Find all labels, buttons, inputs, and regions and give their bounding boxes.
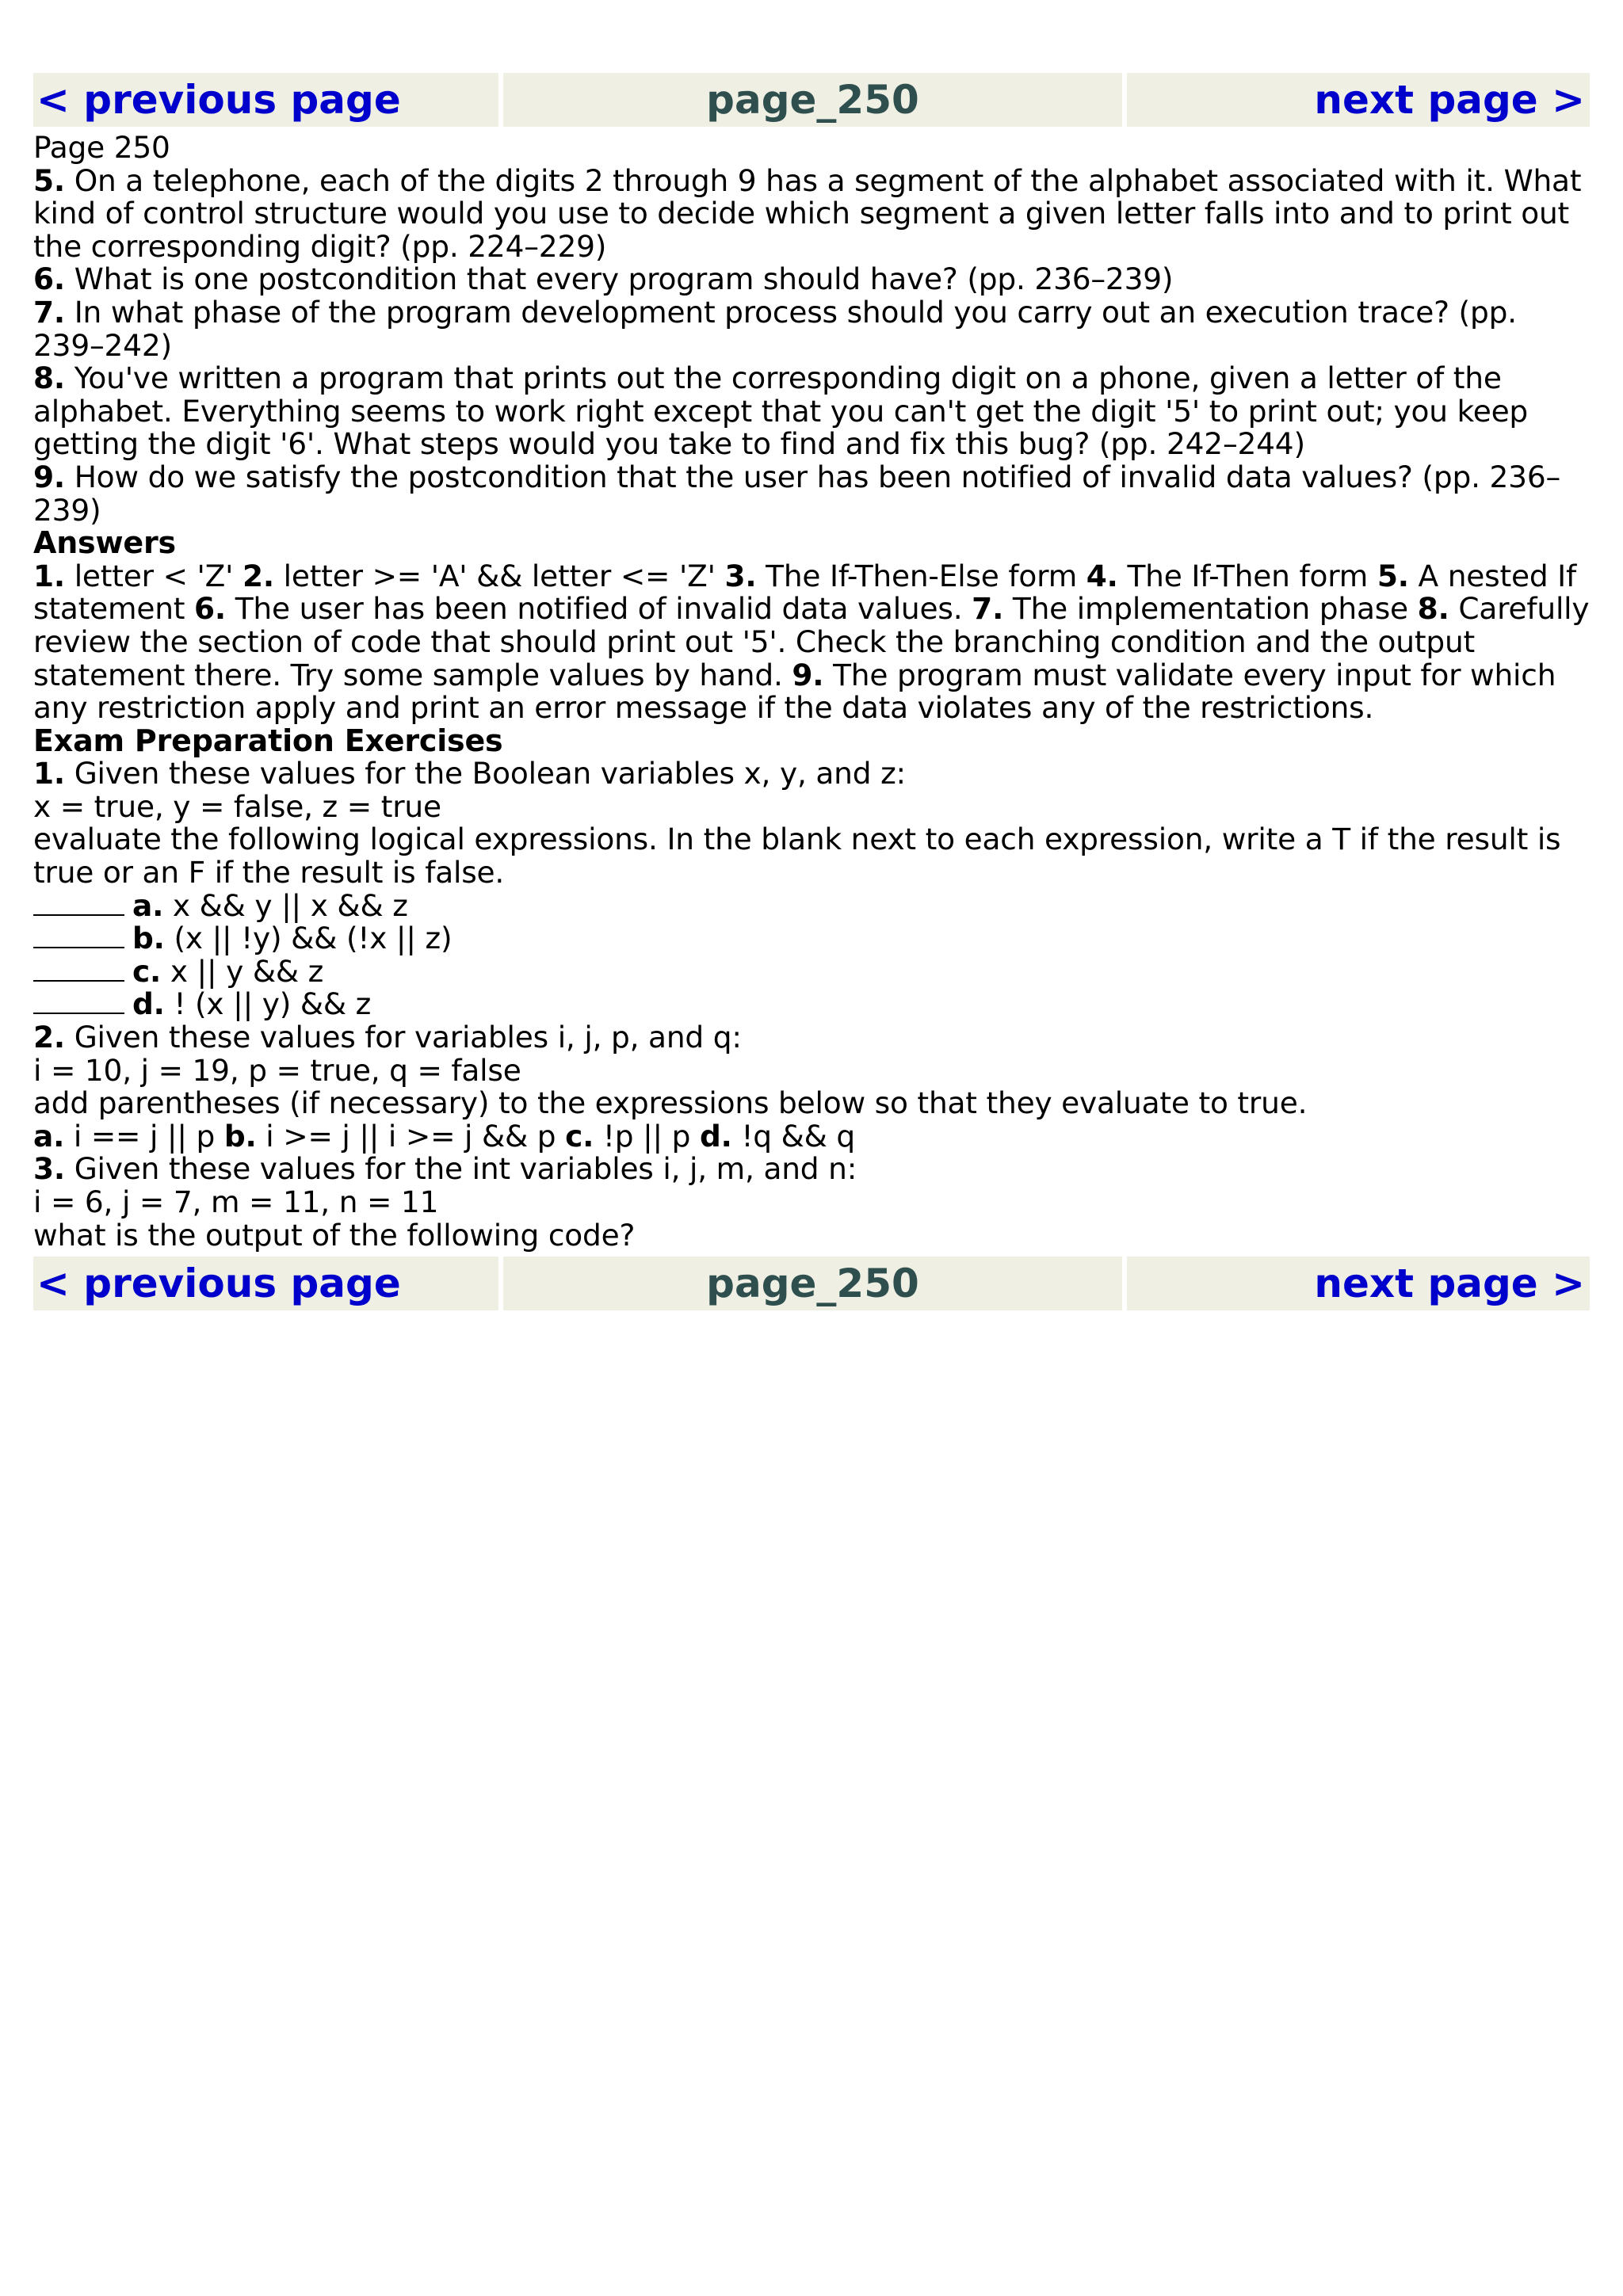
top-page-number: page_250 bbox=[503, 73, 1123, 127]
exercise-2-intro bbox=[33, 1021, 1590, 1055]
exercise-text: Given these values for the Boolean variables x, y, and z: bbox=[74, 756, 906, 791]
answer-number: 3. bbox=[724, 558, 757, 593]
exercise-1-item-b bbox=[33, 922, 1590, 955]
answer-text: The program must validate every input for which any restriction apply and print an error message if the data violates any of the restrictions. bbox=[33, 657, 1556, 726]
item-expression: !q && q bbox=[741, 1118, 856, 1154]
question-text: How do we satisfy the postcondition that the user has been notified of invalid data values? (pp. 236–239) bbox=[33, 459, 1561, 528]
bottom-next-cell bbox=[1127, 1257, 1590, 1310]
question-5 bbox=[33, 162, 1590, 264]
question-number: 6. bbox=[33, 261, 65, 297]
answer-number: 1. bbox=[33, 558, 65, 593]
item-label: d. bbox=[132, 986, 165, 1022]
top-next-cell bbox=[1127, 73, 1590, 127]
answer-text: A nested If statement bbox=[33, 558, 1577, 627]
answer-number: 7. bbox=[972, 591, 1004, 627]
item-label: a. bbox=[132, 887, 164, 923]
bottom-page-nav bbox=[33, 1257, 1590, 1310]
bottom-page-number: page_250 bbox=[503, 1257, 1123, 1310]
item-label: b. bbox=[223, 1118, 257, 1154]
exercise-2-instruction: add parentheses (if necessary) to the expressions below so that they evaluate to true. bbox=[33, 1085, 1308, 1121]
question-text: In what phase of the program development process should you carry out an execution trace? (pp. 239–242) bbox=[33, 294, 1517, 363]
item-label: a. bbox=[33, 1118, 65, 1154]
bottom-previous-page-link[interactable]: < previous page bbox=[36, 1261, 401, 1307]
exercise-3-values: i = 6, j = 7, m = 11, n = 11 bbox=[33, 1184, 439, 1219]
question-text: You've written a program that prints out the corresponding digit on a phone, given a letter of the alphabet. Everything seems to work right except that you can't get the digit '5' to print out; you keep getting the digit '6'. What steps would you take to find and fix this bug? (pp. 242–244) bbox=[33, 360, 1529, 462]
bottom-next-page-link[interactable]: next page > bbox=[1314, 1261, 1585, 1307]
exercise-number: 3. bbox=[33, 1151, 65, 1187]
item-expression: i == j || p bbox=[73, 1118, 216, 1154]
answer-number: 6. bbox=[194, 591, 226, 627]
item-label: b. bbox=[132, 921, 165, 956]
exercise-1-item-d bbox=[33, 988, 1590, 1021]
answer-blank bbox=[33, 891, 124, 916]
item-expression: i >= j || i >= j && p bbox=[265, 1118, 556, 1154]
item-label: c. bbox=[565, 1118, 594, 1154]
exercise-1-item-c bbox=[33, 955, 1590, 989]
answer-blank bbox=[33, 989, 124, 1014]
exercise-3-question: what is the output of the following code? bbox=[33, 1217, 636, 1253]
exercise-3-intro bbox=[33, 1153, 1590, 1186]
answer-blank bbox=[33, 956, 124, 982]
exercise-number: 2. bbox=[33, 1020, 65, 1055]
answer-number: 2. bbox=[242, 558, 274, 593]
item-expression: x || y && z bbox=[170, 953, 324, 989]
question-9 bbox=[33, 461, 1590, 527]
page-content bbox=[33, 127, 1590, 1257]
answer-text: The implementation phase bbox=[1012, 591, 1408, 627]
question-number: 9. bbox=[33, 459, 65, 494]
question-7 bbox=[33, 296, 1590, 362]
exercise-1-intro bbox=[33, 757, 1590, 791]
exercise-number: 1. bbox=[33, 756, 65, 791]
bottom-prev-cell bbox=[33, 1257, 498, 1310]
answer-number: 5. bbox=[1377, 558, 1409, 593]
question-number: 5. bbox=[33, 162, 65, 198]
top-previous-page-link[interactable]: < previous page bbox=[36, 77, 401, 123]
exercise-1-instruction: evaluate the following logical expressions. In the blank next to each expression, write a T if the result is true or an F if the result is false. bbox=[33, 822, 1561, 891]
exercise-2-values: i = 10, j = 19, p = true, q = false bbox=[33, 1052, 521, 1088]
answer-number: 4. bbox=[1086, 558, 1118, 593]
answer-text: Carefully review the section of code that should print out '5'. Check the branching condition and the output statement there. Try some sample values by hand. bbox=[33, 591, 1590, 692]
top-page-nav bbox=[33, 73, 1590, 127]
answer-blank bbox=[33, 923, 124, 948]
item-label: d. bbox=[700, 1118, 732, 1154]
question-number: 8. bbox=[33, 360, 65, 396]
answers-heading: Answers bbox=[33, 525, 176, 561]
question-8 bbox=[33, 362, 1590, 461]
exercise-1-item-a bbox=[33, 887, 1590, 923]
exercise-text: Given these values for the int variables i, j, m, and n: bbox=[74, 1151, 857, 1187]
answer-text: letter < 'Z' bbox=[74, 558, 234, 593]
answer-text: letter >= 'A' && letter <= 'Z' bbox=[283, 558, 716, 593]
item-expression: !p || p bbox=[602, 1118, 691, 1154]
page-heading: Page 250 bbox=[33, 130, 170, 165]
exercise-2-items bbox=[33, 1120, 1590, 1154]
item-expression: x && y || x && z bbox=[172, 887, 408, 923]
question-6 bbox=[33, 263, 1590, 296]
item-expression: (x || !y) && (!x || z) bbox=[174, 921, 453, 956]
question-text: On a telephone, each of the digits 2 through 9 has a segment of the alphabet associated with it. What kind of control structure would you use to decide which segment a given letter falls into and to print out the corresponding digit? (pp. 224–229) bbox=[33, 162, 1582, 264]
answer-text: The user has been notified of invalid data values. bbox=[235, 591, 963, 627]
top-prev-cell bbox=[33, 73, 498, 127]
exercise-text: Given these values for variables i, j, p, and q: bbox=[74, 1020, 742, 1055]
question-number: 7. bbox=[33, 294, 65, 330]
answer-text: The If-Then form bbox=[1127, 558, 1369, 593]
answers-paragraph bbox=[33, 560, 1590, 725]
item-label: c. bbox=[132, 953, 162, 989]
answer-text: The If-Then-Else form bbox=[766, 558, 1078, 593]
answer-number: 8. bbox=[1417, 591, 1449, 627]
exercise-1-values: x = true, y = false, z = true bbox=[33, 788, 441, 824]
top-next-page-link[interactable]: next page > bbox=[1314, 77, 1585, 123]
answer-number: 9. bbox=[792, 657, 824, 692]
exam-heading: Exam Preparation Exercises bbox=[33, 723, 503, 758]
item-expression: ! (x || y) && z bbox=[174, 986, 372, 1022]
page bbox=[33, 73, 1590, 1310]
question-text: What is one postcondition that every program should have? (pp. 236–239) bbox=[74, 261, 1174, 297]
